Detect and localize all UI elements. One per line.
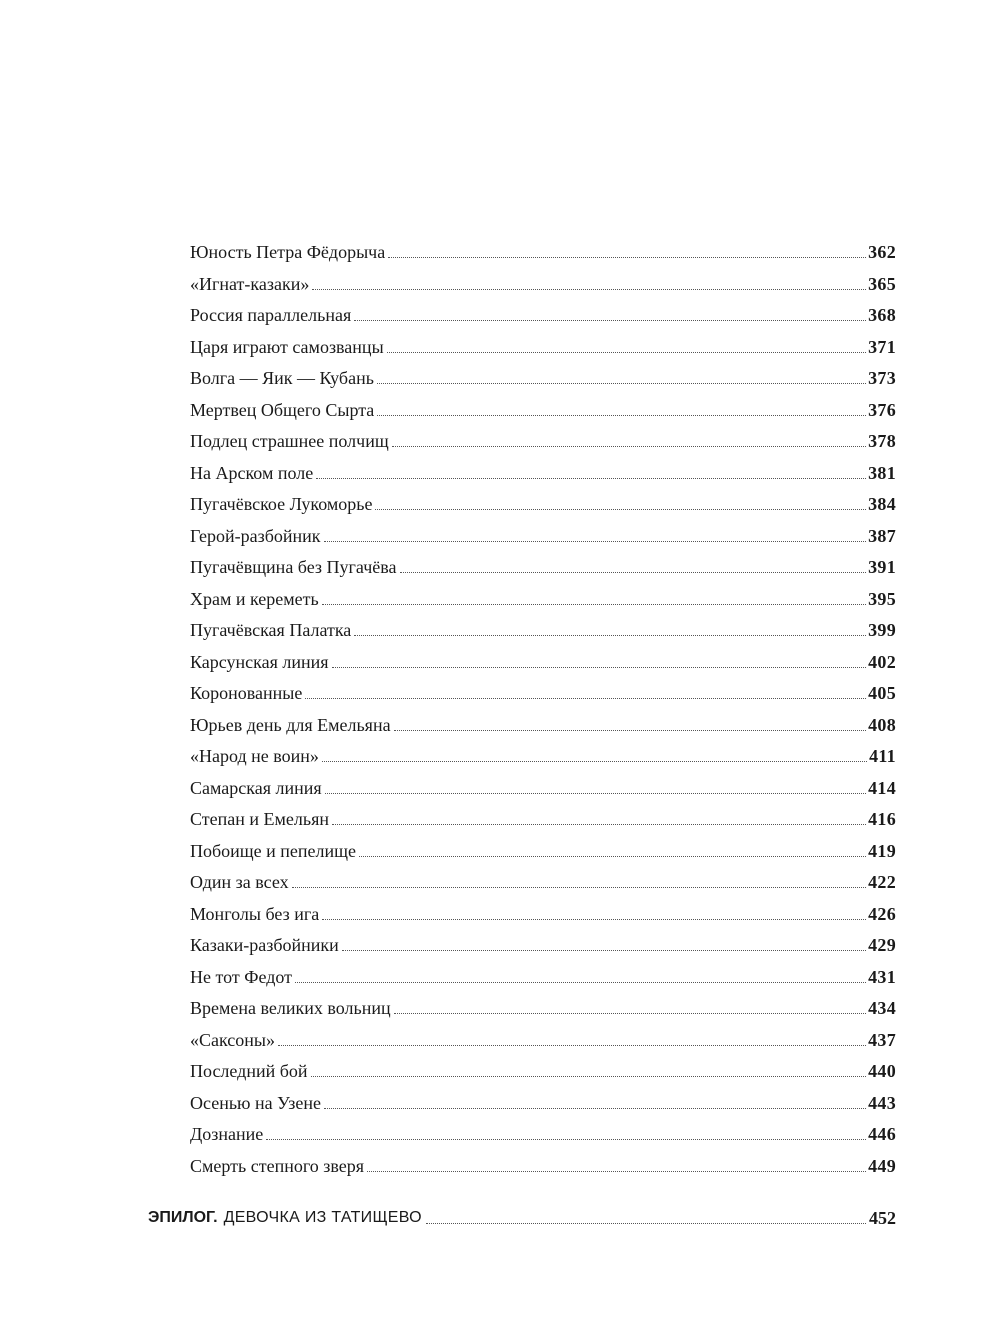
toc-entry-title: «Саксоны» [190,1029,276,1050]
dot-leader [375,509,866,510]
toc-entry[interactable] [190,958,896,988]
toc-entry-title: Юность Петра Фёдорыча [190,242,386,262]
toc-entry[interactable] [190,989,896,1019]
toc-entry-page: 434 [868,998,896,1018]
toc-entry-page: 362 [868,242,896,262]
toc-entry[interactable] [190,1021,896,1051]
toc-entry-page: 381 [868,462,896,483]
toc-entry-title: Пугачёвщина без Пугачёва [190,557,397,577]
toc-entry[interactable] [190,926,896,956]
toc-entry-page: 408 [868,714,896,735]
toc-entry-page: 378 [868,431,896,451]
toc-entry-title: Волга — Яик — Кубань [190,368,374,388]
toc-entry-title: Осенью на Узене [190,1092,321,1113]
toc-entry-title: Монголы без ига [190,903,320,924]
toc-entry-page: 422 [868,872,896,892]
toc-epilog-entry[interactable] [148,1199,896,1229]
toc-entry-page: 384 [868,494,896,514]
toc-entry-title: Коронованные [190,683,303,703]
toc-entry-page: 365 [868,273,896,294]
toc-entry-title: «Игнат-казаки» [190,273,310,294]
dot-leader [325,793,866,794]
toc-entry-page: 431 [868,966,896,987]
toc-entry[interactable] [190,328,896,358]
dot-leader [426,1223,866,1224]
toc-entry-title: Казаки-разбойники [190,935,339,955]
toc-entry[interactable] [190,706,896,736]
dot-leader [295,982,866,983]
toc-entry[interactable] [190,1084,896,1114]
epilog-label: ЭПИЛОГ. [148,1209,218,1226]
dot-leader [322,761,867,762]
dot-leader [387,352,866,353]
toc-entry-page: 437 [868,1029,896,1050]
toc-entry[interactable] [190,1052,896,1082]
toc-entry[interactable] [190,296,896,326]
toc-entry-title: Карсунская линия [190,651,329,672]
toc-entry[interactable] [190,391,896,421]
toc-entry[interactable] [190,674,896,704]
dot-leader [292,887,866,888]
toc-entry-title: Степан и Емельян [190,809,329,829]
toc-entry[interactable] [190,863,896,893]
toc-entry-page: 429 [868,935,896,955]
toc-entry-title: Храм и кереметь [190,588,319,609]
toc-entry[interactable] [190,580,896,610]
dot-leader [367,1171,866,1172]
toc-entry-page: 376 [868,399,896,420]
toc-entry[interactable] [190,800,896,830]
toc-entry[interactable] [190,265,896,295]
toc-entry-page: 440 [868,1061,896,1081]
dot-leader [377,415,866,416]
dot-leader [392,446,866,447]
toc-entry[interactable] [190,737,896,767]
toc-entry-title: Самарская линия [190,777,322,798]
dot-leader [278,1045,866,1046]
dot-leader [342,950,866,951]
toc-entry[interactable] [190,517,896,547]
toc-entry-page: 373 [868,368,896,388]
toc-entry-page: 371 [868,336,896,357]
dot-leader [359,856,866,857]
dot-leader [332,667,867,668]
toc-entry[interactable] [190,895,896,925]
dot-leader [400,572,867,573]
toc-entry-title: Дознание [190,1124,264,1144]
toc-entry-page: 446 [868,1124,896,1144]
toc-entry-page: 387 [868,525,896,546]
dot-leader [388,257,866,258]
toc-entry-title: Последний бой [190,1061,308,1081]
toc-entry[interactable] [190,1115,896,1145]
toc-entry-page: 368 [868,305,896,325]
toc-entry-page: 399 [868,620,896,640]
toc-entry-title: Один за всех [190,872,289,892]
toc-entry[interactable] [190,485,896,515]
toc-entry-page: 443 [868,1092,896,1113]
toc-entry[interactable] [190,548,896,578]
toc-entry-title: Побоище и пепелище [190,840,356,861]
toc-entry-title: Пугачёвское Лукоморье [190,494,373,514]
toc-entry-page: 426 [868,903,896,924]
epilog-title: ДЕВОЧКА ИЗ ТАТИЩЕВО [223,1209,422,1226]
dot-leader [324,541,867,542]
dot-leader [354,320,866,321]
toc-entry-title: Подлец страшнее полчищ [190,431,389,451]
toc-entry[interactable] [190,422,896,452]
toc-entry-page: 449 [868,1155,896,1176]
dot-leader [377,383,866,384]
toc-entry-page: 391 [868,557,896,577]
toc-entry-page: 402 [868,651,896,672]
toc-entry-page: 411 [869,746,896,766]
toc-entry-title: Россия параллельная [190,305,352,325]
dot-leader [354,635,866,636]
dot-leader [266,1139,866,1140]
dot-leader [322,604,866,605]
toc-entry-title: «Народ не воин» [190,746,319,766]
toc-entry-page: 419 [868,840,896,861]
toc-entry[interactable] [190,454,896,484]
dot-leader [311,1076,867,1077]
dot-leader [305,698,866,699]
toc-entry-title: Не тот Федот [190,966,293,987]
dot-leader [394,1013,866,1014]
toc-entry-title: Юрьев день для Емельяна [190,714,391,735]
toc-entry-title: Герой-разбойник [190,525,321,546]
toc-entry-title: Пугачёвская Палатка [190,620,352,640]
toc-entry[interactable] [190,643,896,673]
toc-entry-page: 405 [868,683,896,703]
epilog-page: 452 [869,1208,896,1228]
toc-entry-page: 414 [868,777,896,798]
toc-entry-title: Мертвец Общего Сырта [190,399,375,420]
dot-leader [322,919,866,920]
dot-leader [324,1108,866,1109]
toc-entry-title: Времена великих вольниц [190,998,391,1018]
toc-entry[interactable] [190,359,896,389]
dot-leader [394,730,867,731]
toc-entry-title: Смерть степного зверя [190,1155,365,1176]
toc-entry[interactable] [190,233,896,263]
toc-entry-page: 416 [868,809,896,829]
dot-leader [316,478,866,479]
toc-entry[interactable] [190,1147,896,1177]
dot-leader [332,824,866,825]
toc-entry[interactable] [190,832,896,862]
toc-entry-page: 395 [868,588,896,609]
toc-entry-title: Царя играют самозванцы [190,336,384,357]
toc-entry[interactable] [190,769,896,799]
toc-entry[interactable] [190,611,896,641]
toc-entry-title: На Арском поле [190,462,314,483]
dot-leader [312,289,866,290]
